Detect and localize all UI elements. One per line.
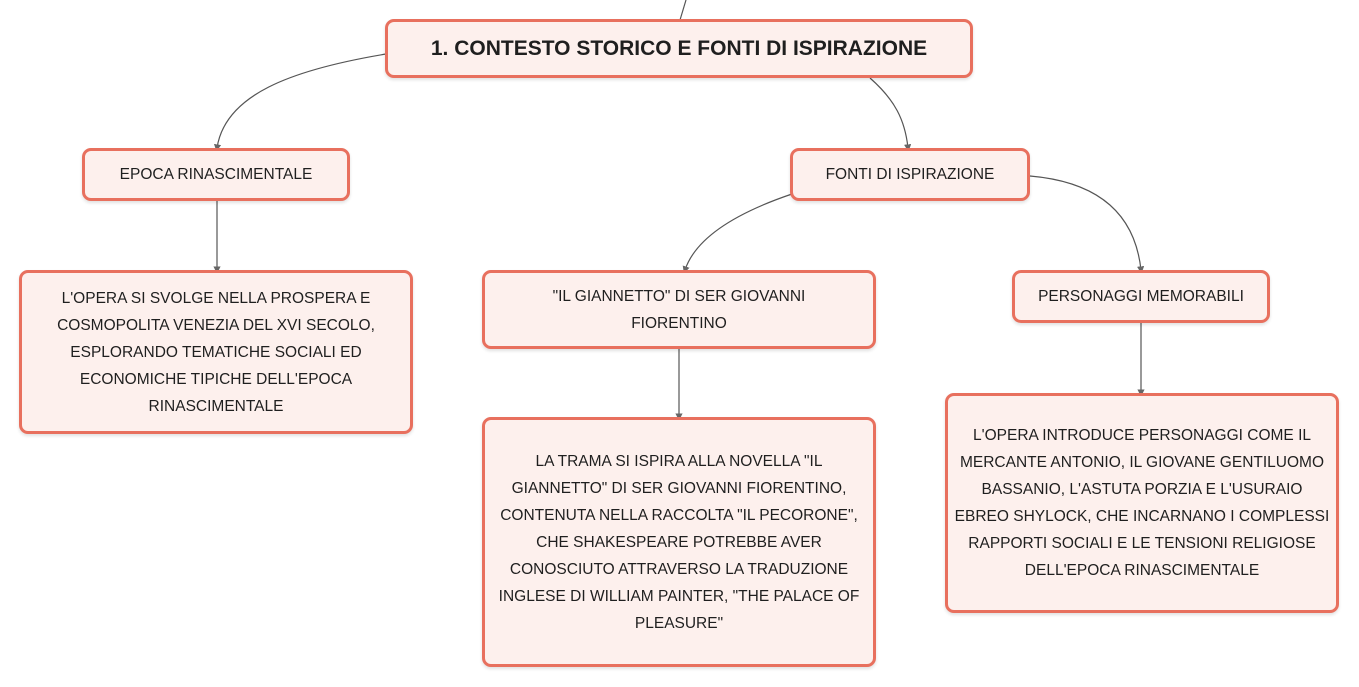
connector-fonti-to-giannetto (685, 194, 792, 270)
connector-root-to-fonti (870, 78, 908, 148)
node-il-giannetto[interactable] (482, 270, 876, 349)
node-giannetto-label: "IL GIANNETTO" DI SER GIOVANNI FIORENTINO (552, 287, 806, 332)
node-fonti-di-ispirazione[interactable] (790, 148, 1030, 201)
connector-fonti-to-personaggi (1030, 176, 1141, 270)
root-node[interactable] (385, 19, 973, 78)
node-epoca-label: EPOCA RINASCIMENTALE (119, 166, 313, 183)
node-personaggi-memorabili[interactable] (1012, 270, 1270, 323)
node-giannetto-description[interactable] (482, 417, 876, 667)
node-personaggi-description[interactable] (945, 393, 1339, 613)
connector-root-to-epoca (217, 54, 386, 148)
node-epoca-description[interactable] (19, 270, 413, 434)
node-fonti-label: FONTI DI ISPIRAZIONE (825, 166, 995, 183)
connector-parent-to-root (680, 0, 686, 20)
node-epoca-description-text: L'OPERA SI SVOLGE NELLA PROSPERA E COSMOPOLITA VENEZIA DEL XVI SECOLO, ESPLORANDO TEMATICHE SOCIALI ED ECONOMICHE TIPICHE DELL'EPOCA RINASCIMENTALE (57, 289, 375, 415)
node-epoca-rinascimentale[interactable] (82, 148, 350, 201)
node-personaggi-description-text: L'OPERA INTRODUCE PERSONAGGI COME IL MERCANTE ANTONIO, IL GIOVANE GENTILUOMO BASSANIO, L'ASTUTA PORZIA E L'USURAIO EBREO SHYLOCK, CHE INCARNANO I COMPLESSI RAPPORTI SOCIALI E LE TENSIONI RELIGIOSE DELL'EPOCA RINASCIMENTALE (954, 427, 1330, 579)
root-node-label: 1. CONTESTO STORICO E FONTI DI ISPIRAZIONE (430, 36, 928, 60)
node-giannetto-description-text: LA TRAMA SI ISPIRA ALLA NOVELLA "IL GIANNETTO" DI SER GIOVANNI FIORENTINO, CONTENUTA NELLA RACCOLTA "IL PECORONE", CHE SHAKESPEARE POTREBBE AVER CONOSCIUTO ATTRAVERSO LA TRADUZIONE INGLESE DI WILLIAM PAINTER, "THE PALACE OF PLEASURE" (498, 452, 860, 632)
node-personaggi-label: PERSONAGGI MEMORABILI (1038, 288, 1244, 305)
